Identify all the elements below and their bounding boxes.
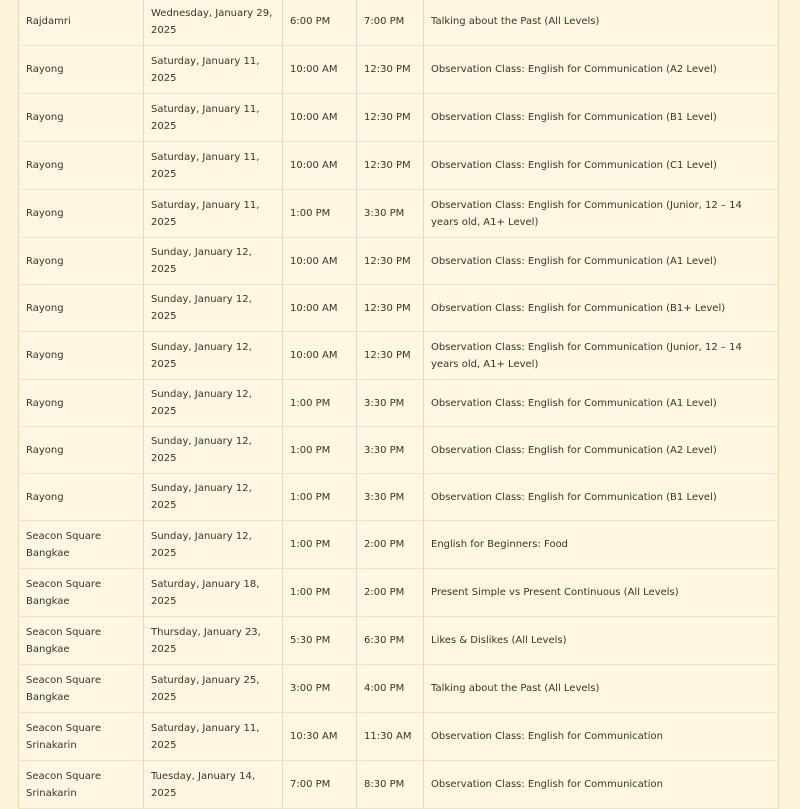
class-name-text: Present Simple vs Present Continuous (All Levels) (431, 587, 679, 598)
table-row (19, 713, 779, 761)
class-name-cell (424, 617, 779, 665)
date-cell (144, 713, 283, 761)
class-name-cell (424, 332, 779, 380)
branch-cell (19, 190, 144, 238)
branch-cell (19, 238, 144, 285)
start-time-cell (283, 569, 357, 617)
branch-text: Seacon Square Bangkae (26, 674, 101, 703)
date-text: Tuesday, January 14, 2025 (151, 770, 256, 799)
start-time-text: 1:00 PM (290, 397, 331, 409)
class-name-text: Talking about the Past (All Levels) (431, 683, 600, 694)
end-time-text: 3:30 PM (364, 397, 405, 409)
end-time-cell (357, 521, 424, 569)
start-time-text: 3:00 PM (290, 683, 331, 694)
date-cell (144, 427, 283, 474)
end-time-text: 12:30 PM (364, 64, 411, 75)
date-text: Wednesday, January 29, 2025 (151, 7, 273, 36)
branch-cell (19, 46, 144, 94)
date-text: Saturday, January 11, 2025 (151, 151, 260, 180)
date-text: Saturday, January 18, 2025 (151, 578, 260, 607)
start-time-cell (283, 761, 357, 809)
start-time-cell (283, 474, 357, 521)
table-row (19, 94, 779, 142)
date-text: Sunday, January 12, 2025 (151, 530, 252, 559)
table-row (19, 521, 779, 569)
date-cell (144, 332, 283, 380)
class-name-cell (424, 761, 779, 809)
class-name-cell (424, 521, 779, 569)
start-time-text: 1:00 PM (290, 539, 331, 550)
class-name-text: Observation Class: English for Communication (C1 Level) (431, 160, 717, 171)
class-name-text: Observation Class: English for Communication (Junior, 12 – 14 years old, A1+ Level) (431, 199, 742, 228)
end-time-text: 12:30 PM (364, 160, 411, 171)
date-cell (144, 142, 283, 190)
class-name-text: Observation Class: English for Communication (A2 Level) (431, 64, 717, 75)
date-cell (144, 0, 283, 46)
end-time-cell (357, 46, 424, 94)
class-name-cell (424, 380, 779, 427)
end-time-text: 12:30 PM (364, 350, 411, 361)
schedule-table-body (19, 0, 779, 809)
class-name-cell (424, 0, 779, 46)
end-time-cell (357, 380, 424, 427)
end-time-text: 12:30 PM (364, 112, 411, 123)
table-row (19, 665, 779, 713)
start-time-cell (283, 142, 357, 190)
start-time-text: 1:00 PM (290, 587, 331, 598)
end-time-text: 3:30 PM (364, 491, 405, 503)
end-time-cell (357, 142, 424, 190)
branch-cell (19, 427, 144, 474)
branch-cell (19, 0, 144, 46)
date-cell (144, 569, 283, 617)
branch-cell (19, 761, 144, 809)
class-name-text: Observation Class: English for Communication (A2 Level) (431, 444, 717, 456)
class-name-text: Observation Class: English for Communication (B1 Level) (431, 491, 717, 503)
branch-cell (19, 521, 144, 569)
table-row (19, 332, 779, 380)
end-time-cell (357, 94, 424, 142)
class-name-text: Observation Class: English for Communication (A1 Level) (431, 397, 717, 409)
end-time-cell (357, 427, 424, 474)
start-time-cell (283, 238, 357, 285)
start-time-text: 6:00 PM (290, 16, 331, 27)
class-name-cell (424, 190, 779, 238)
class-name-text: Likes & Dislikes (All Levels) (431, 635, 567, 646)
class-name-text: Observation Class: English for Communication (431, 731, 663, 742)
date-text: Sunday, January 12, 2025 (151, 436, 252, 464)
date-cell (144, 94, 283, 142)
date-cell (144, 521, 283, 569)
branch-text: Seacon Square Bangkae (26, 626, 101, 655)
branch-text: Seacon Square Bangkae (26, 578, 101, 607)
date-cell (144, 238, 283, 285)
date-cell (144, 617, 283, 665)
table-row (19, 380, 779, 427)
branch-text: Rayong (26, 112, 64, 123)
branch-text: Rayong (26, 350, 64, 361)
start-time-text: 1:00 PM (290, 491, 331, 503)
end-time-text: 12:30 PM (364, 302, 411, 314)
class-name-cell (424, 142, 779, 190)
start-time-text: 10:00 AM (290, 255, 338, 267)
end-time-cell (357, 713, 424, 761)
branch-text: Rayong (26, 444, 64, 456)
date-text: Saturday, January 11, 2025 (151, 55, 260, 84)
start-time-cell (283, 332, 357, 380)
start-time-text: 1:00 PM (290, 208, 331, 219)
date-text: Saturday, January 11, 2025 (151, 199, 260, 228)
end-time-text: 3:30 PM (364, 208, 405, 219)
table-row (19, 238, 779, 285)
table-row (19, 190, 779, 238)
class-name-cell (424, 238, 779, 285)
end-time-text: 6:30 PM (364, 635, 405, 646)
branch-cell (19, 474, 144, 521)
branch-text: Seacon Square Bangkae (26, 530, 101, 559)
date-text: Sunday, January 12, 2025 (151, 389, 252, 417)
date-text: Sunday, January 12, 2025 (151, 247, 252, 275)
start-time-cell (283, 46, 357, 94)
date-cell (144, 761, 283, 809)
table-row (19, 0, 779, 46)
date-text: Sunday, January 12, 2025 (151, 483, 252, 511)
start-time-cell (283, 617, 357, 665)
branch-text: Rayong (26, 302, 64, 314)
start-time-cell (283, 380, 357, 427)
table-row (19, 569, 779, 617)
class-schedule-table (18, 0, 779, 809)
start-time-cell (283, 713, 357, 761)
branch-cell (19, 569, 144, 617)
end-time-text: 2:00 PM (364, 539, 405, 550)
class-name-cell (424, 713, 779, 761)
end-time-text: 2:00 PM (364, 587, 405, 598)
end-time-cell (357, 238, 424, 285)
branch-cell (19, 285, 144, 332)
start-time-text: 10:00 AM (290, 64, 338, 75)
start-time-cell (283, 94, 357, 142)
start-time-cell (283, 665, 357, 713)
branch-text: Rayong (26, 208, 64, 219)
date-text: Saturday, January 11, 2025 (151, 722, 260, 751)
branch-text: Seacon Square Srinakarin (26, 722, 101, 751)
class-name-text: Observation Class: English for Communication (B1 Level) (431, 112, 717, 123)
end-time-cell (357, 617, 424, 665)
start-time-text: 5:30 PM (290, 635, 331, 646)
class-name-cell (424, 46, 779, 94)
class-name-text: Observation Class: English for Communication (Junior, 12 – 14 years old, A1+ Level) (431, 341, 742, 370)
end-time-cell (357, 569, 424, 617)
branch-cell (19, 713, 144, 761)
start-time-text: 10:00 AM (290, 160, 338, 171)
date-text: Thursday, January 23, 2025 (151, 626, 261, 655)
end-time-text: 12:30 PM (364, 255, 411, 267)
branch-text: Seacon Square Srinakarin (26, 770, 101, 799)
class-name-cell (424, 285, 779, 332)
start-time-text: 10:00 AM (290, 302, 338, 314)
date-cell (144, 665, 283, 713)
table-row (19, 46, 779, 94)
end-time-text: 11:30 AM (364, 731, 412, 742)
class-name-text: Observation Class: English for Communication (431, 779, 663, 790)
start-time-text: 1:00 PM (290, 444, 331, 456)
date-cell (144, 190, 283, 238)
start-time-text: 10:30 AM (290, 731, 338, 742)
branch-text: Rayong (26, 397, 64, 409)
end-time-text: 3:30 PM (364, 444, 405, 456)
class-name-cell (424, 94, 779, 142)
table-row (19, 427, 779, 474)
start-time-cell (283, 427, 357, 474)
table-row (19, 617, 779, 665)
table-row (19, 761, 779, 809)
end-time-cell (357, 665, 424, 713)
table-row (19, 142, 779, 190)
start-time-cell (283, 285, 357, 332)
end-time-text: 8:30 PM (364, 779, 405, 790)
branch-text: Rayong (26, 160, 64, 171)
branch-cell (19, 142, 144, 190)
end-time-cell (357, 285, 424, 332)
class-name-cell (424, 569, 779, 617)
branch-cell (19, 380, 144, 427)
start-time-text: 10:00 AM (290, 112, 338, 123)
class-name-cell (424, 427, 779, 474)
date-text: Saturday, January 25, 2025 (151, 674, 260, 703)
branch-text: Rayong (26, 491, 64, 503)
date-cell (144, 46, 283, 94)
class-name-text: English for Beginners: Food (431, 539, 569, 550)
class-name-text: Observation Class: English for Communication (A1 Level) (431, 255, 717, 267)
branch-cell (19, 94, 144, 142)
start-time-text: 7:00 PM (290, 779, 331, 790)
start-time-text: 10:00 AM (290, 350, 338, 361)
start-time-cell (283, 521, 357, 569)
class-name-text: Talking about the Past (All Levels) (431, 16, 600, 27)
date-text: Sunday, January 12, 2025 (151, 341, 252, 370)
end-time-cell (357, 474, 424, 521)
branch-cell (19, 617, 144, 665)
branch-cell (19, 665, 144, 713)
class-name-cell (424, 665, 779, 713)
branch-text: Rayong (26, 64, 64, 75)
date-text: Sunday, January 12, 2025 (151, 294, 252, 322)
end-time-cell (357, 0, 424, 46)
date-text: Saturday, January 11, 2025 (151, 103, 260, 132)
end-time-cell (357, 190, 424, 238)
end-time-cell (357, 761, 424, 809)
date-cell (144, 285, 283, 332)
table-row (19, 474, 779, 521)
branch-text: Rayong (26, 255, 64, 267)
class-name-text: Observation Class: English for Communication (B1+ Level) (431, 302, 726, 314)
end-time-text: 4:00 PM (364, 683, 405, 694)
class-name-cell (424, 474, 779, 521)
branch-cell (19, 332, 144, 380)
branch-text: Rajdamri (26, 16, 71, 27)
start-time-cell (283, 190, 357, 238)
end-time-text: 7:00 PM (364, 16, 405, 27)
start-time-cell (283, 0, 357, 46)
table-row (19, 285, 779, 332)
date-cell (144, 474, 283, 521)
date-cell (144, 380, 283, 427)
end-time-cell (357, 332, 424, 380)
